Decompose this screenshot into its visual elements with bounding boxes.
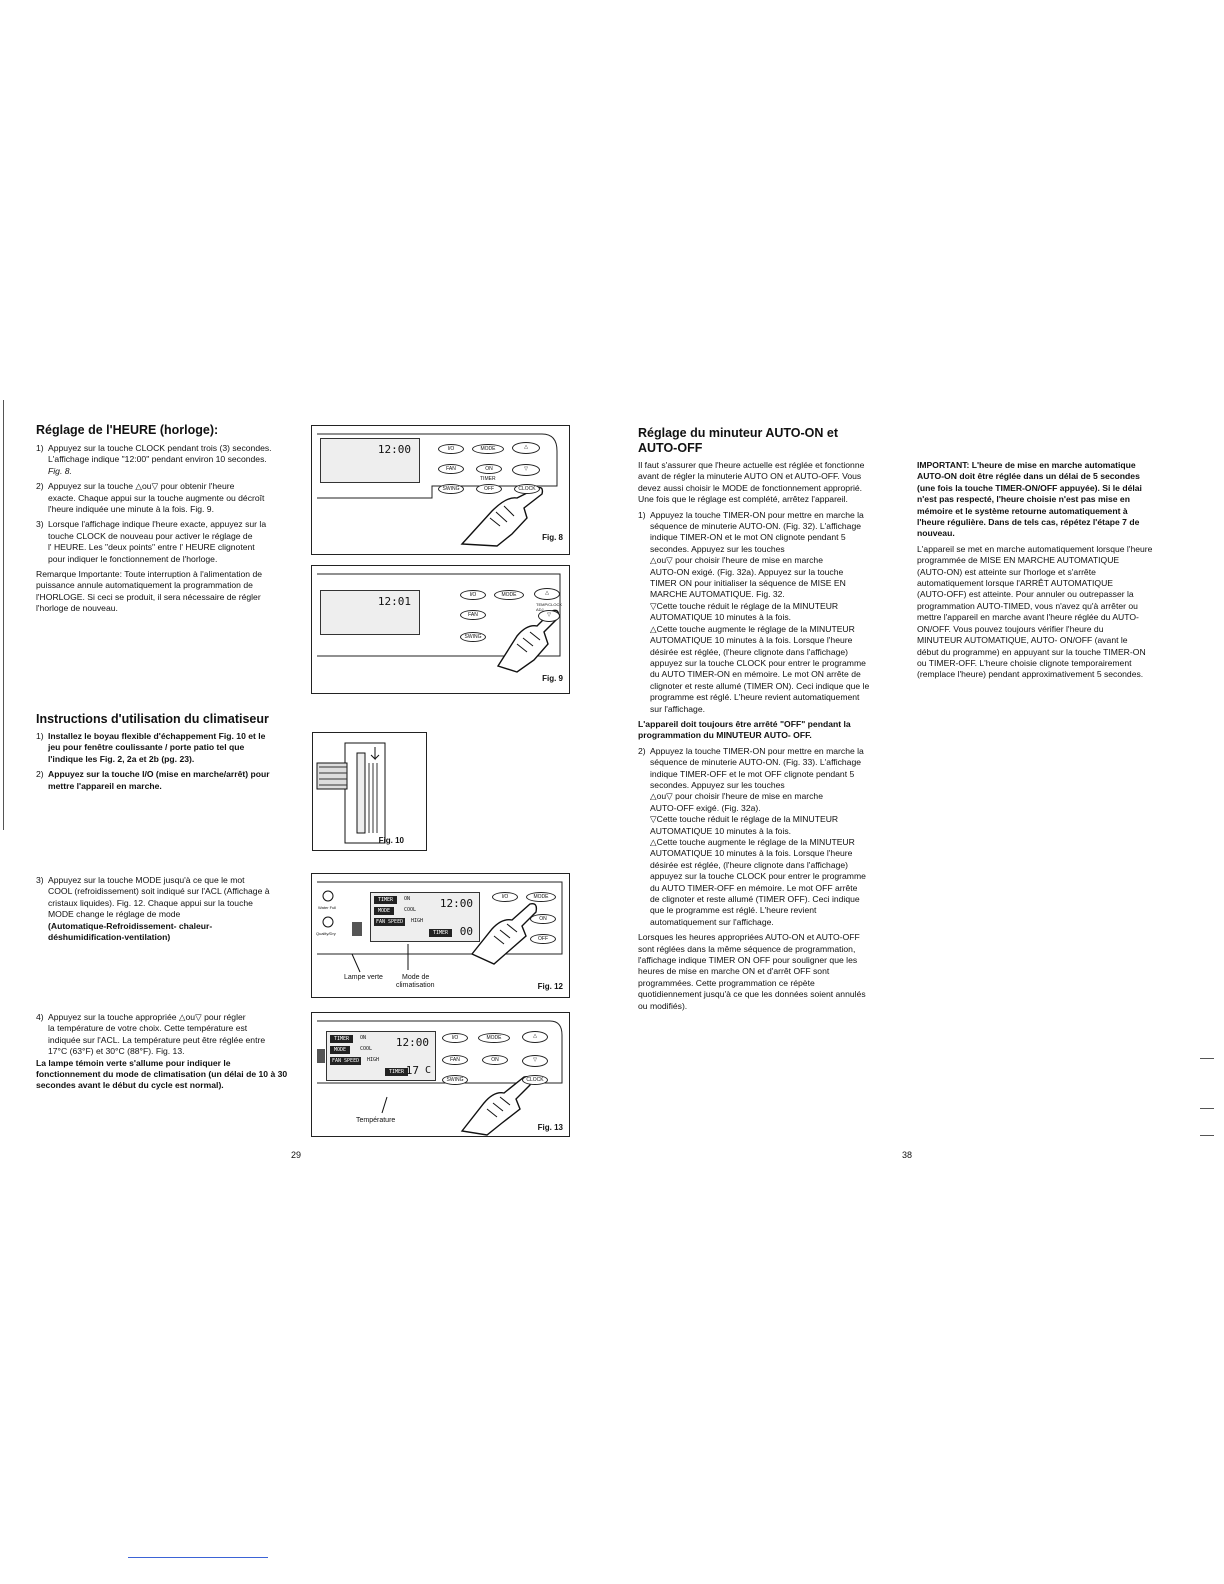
water-full-label: Water Full <box>318 905 337 910</box>
important-note: IMPORTANT: L'heure de mise en marche automatique AUTO-ON doit être réglée dans un délai de 5 secondes (une fois la touche TIMER-ON/OFF appuyée). Si le délai n'est pas respecté, l'heure choisie n'est pas mise en mémoire et le système retourne automatiquement à l'heure régulière. Dans de tels cas, répétez l'étape 7 de nouveau. <box>917 460 1142 539</box>
mode-caption-1: Mode de <box>402 974 430 981</box>
right-edge-mark-3 <box>1200 1135 1214 1136</box>
instr-step-2: 2) Appuyez sur la touche I/O (mise en marche/arrêt) pour mettre l'appareil en marche. <box>36 769 270 791</box>
instr-step-3-block <box>36 875 296 943</box>
fan-button[interactable]: FAN <box>438 464 464 474</box>
timer-intro: Il faut s'assurer que l'heure actuelle est réglée et fonctionne avant de régler la minuterie AUTO ON et AUTO-OFF. Vous devez aussi choisir le MODE de fonctionnement approprié. Une fois que le réglage est complété, arrêtez l'appareil. <box>638 460 865 505</box>
lcd-display: TIMER ON MODE COOL FAN SPEED HIGH 12:00 TIMER 00 <box>370 892 480 942</box>
mode-button[interactable]: MODE <box>526 892 556 902</box>
io-button[interactable]: I/O <box>492 892 518 902</box>
io-button[interactable]: I/O <box>460 590 486 600</box>
left-edge-line <box>3 400 4 830</box>
fig-8-label: Fig. 8 <box>542 533 563 542</box>
temperature-caption: Température <box>356 1117 396 1124</box>
fig-13 <box>311 1012 570 1137</box>
page-number-right: 38 <box>902 1150 913 1160</box>
left-page <box>36 423 296 615</box>
fig-13-label: Fig. 13 <box>537 1123 563 1132</box>
right-page-col2 <box>917 460 1172 681</box>
page-number-left: 29 <box>291 1150 302 1160</box>
instr-step-1: 1) Installez le boyau flexible d'échappement Fig. 10 et le jeu pour fenêtre coulissante / porte patio tel que l'indique les Fig. 2, 2a et 2b (pg. 23). <box>36 731 266 764</box>
on-button[interactable]: ON <box>530 914 556 924</box>
up-button[interactable]: △ <box>534 588 560 600</box>
green-lamp <box>352 922 362 936</box>
right-edge-mark-2 <box>1200 1108 1214 1109</box>
up-button[interactable]: △ <box>522 1031 548 1043</box>
swing-button[interactable]: SWING <box>460 632 486 642</box>
timer-outro: Lorsques les heures appropriées AUTO-ON et AUTO-OFF sont réglées dans la même séquence de programmation, l'affichage indique TIMER ON OFF pour souligner que les heures de mise en marche ON et d'arrêt OFF sont programmées. Cette programmation ce répète quotidiennement jusqu'à ce que les données soient annulés ou modifiés). <box>638 932 866 1011</box>
hand-pointer-icon <box>462 488 542 546</box>
clock-button[interactable]: CLOCK <box>522 1075 548 1085</box>
temp-clock-label: TEMP/CLOCK ADJ <box>536 602 563 612</box>
instructions-title: Instructions d'utilisation du climatiseur <box>36 712 269 726</box>
clock-button[interactable]: CLOCK <box>514 484 540 494</box>
down-button[interactable]: ▽ <box>538 610 560 622</box>
fig-10-label: Fig. 10 <box>378 836 404 845</box>
on-button[interactable]: ON <box>476 464 502 474</box>
off-button[interactable]: OFF <box>476 484 502 494</box>
fig-9-label: Fig. 9 <box>542 674 563 683</box>
timer-step-2: 2) Appuyez la touche TIMER-ON pour mettre en marche la séquence de minuterie AUTO-ON. (Fig. 33). L'affichage indique TIMER-OFF et le mot OFF clignote pendant 5 secondes. Appuyez sur les touches △ou▽ pour choisir l'heure de mise en marche AUTO-OFF exigé. (Fig. 32a). ▽Cette touche réduit le réglage de la MINUTEUR AUTOMATIQUE 10 minutes à la fois. △Cette touche augmente le réglage de la MINUTEUR AUTOMATIQUE 10 minutes à la fois. Lorsque l'heure désirée est réglée, (l'heure clignote dans l'affichage) appuyez sur la touche CLOCK pour entrer le programme du AUTO TIMER-OFF en mémoire. Le mot OFF arrête de clignoter et reste allumé (TIMER OFF). Ceci indique que le programme est réglé. L'heure revient automatiquement sur l'affichage. <box>638 745 866 927</box>
mode-button[interactable]: MODE <box>494 590 524 600</box>
on-button[interactable]: ON <box>482 1055 508 1065</box>
off-button[interactable]: OFF <box>530 934 556 944</box>
up-button[interactable]: △ <box>512 442 540 454</box>
timer-step-1: 1) Appuyez la touche TIMER-ON pour mettre en marche la séquence de minuterie AUTO-ON. (Fig. 32). L'affichage indique TIMER-ON et le mot ON clignote pendant 5 secondes. Appuyez sur les touches △ou▽ pour choisir l'heure de mise en marche AUTO-ON exigé. (Fig. 32a). Appuyez sur la touche TIMER ON pour initialiser la séquence de MISE EN MARCHE AUTOMATIQUE. Fig. 32. ▽Cette touche réduit le réglage de la MINUTEUR AUTOMATIQUE 10 minutes à la fois. △Cette touche augmente le réglage de la MINUTEUR AUTOMATIQUE 10 minutes à la fois. Lorsque l'heure désirée est réglée, (l'heure clignote dans l'affichage) appuyez sur la touche CLOCK pour entrer le programme du AUTO TIMER-ON en mémoire. Le mot ON arrête de clignoter et reste allumé (TIMER ON). Ceci indique que le programme est réglé. L'heure revient automatiquement sur l'affichage. <box>638 509 870 714</box>
mode-caption-2: climatisation <box>396 982 435 989</box>
left-instructions <box>36 712 296 792</box>
bottom-blue-line <box>128 1557 268 1558</box>
fan-button[interactable]: FAN <box>460 610 486 620</box>
clock-remark: Remarque Importante: Toute interruption à l'alimentation de puissance annule automatiquement la programmation de l'HORLOGE. Si ceci se produit, il sera nécessaire de régler l'horloge de nouveau. <box>36 569 263 614</box>
clock-title: Réglage de l'HEURE (horloge): <box>36 423 219 437</box>
auto-timer-paragraph: L'appareil se met en marche automatiquement lorsque l'heure programmée de MISE EN MARCHE AUTOMATIQUE (AUTO-ON) est atteinte sur l'horloge et s'arrête automatiquement lorsque l'ARRÊT AUTOMATIQUE (AUTO-OFF) est atteinte. Pour annuler ou outrepasser la programmation AUTO-TIMED, vous n'avez qu'à arrêter ou mettre l'appareil en marche avant l'heure réglée du AUTO- ON/OFF. Vous pouvez toujours vérifier l'heure du MINUTEUR AUTOMATIQUE, AUTO- ON/OFF (avant le début du programme) en appuyant sur la touche TIMER-ON ou TIMER-OFF. L'heure choisie clignote temporairement (remplace l'heure) pendant approximativement 5 secondes. <box>917 543 1153 680</box>
timer-note: L'appareil doit toujours être arrêté "OFF" pendant la programmation du MINUTEUR AUTO- OFF. <box>638 718 851 741</box>
fig-9 <box>311 565 570 694</box>
fig-10 <box>312 732 427 851</box>
lcd-display: 12:00 <box>320 438 420 483</box>
lcd-display: 12:01 <box>320 590 420 635</box>
instr-step-4: 4) Appuyez sur la touche appropriée △ou▽ pour régler la température de votre choix. Cette température est indiquée sur l'ACL. La température peut être réglée entre 17°C (63°F) et 30°C (88°F). Fig. 13. <box>36 1012 266 1057</box>
clock-step-1: 1) Appuyez sur la touche CLOCK pendant trois (3) secondes. L'affichage indique "12:00" pendant environ 10 secondes. Fig. 8. <box>36 443 272 476</box>
timer-title-2: AUTO-OFF <box>638 441 703 455</box>
clock-step-2: 2) Appuyez sur la touche △ou▽ pour obtenir l'heure exacte. Chaque appui sur la touche augmente ou décroît l'heure indiquée une minute à la fois. Fig. 9. <box>36 481 265 515</box>
quality-dry-label: Quality/Dry <box>316 931 336 936</box>
fig-8 <box>311 425 570 555</box>
hose-illustration <box>313 733 427 851</box>
fig-12-label: Fig. 12 <box>537 982 563 991</box>
clock-step-3: 3) Lorsque l'affichage indique l'heure exacte, appuyez sur la touche CLOCK de nouveau pour activer le réglage de l' HEURE. Les "deux points" entre l' HEURE clignotent pour indiquer le fonctionnement de l'horloge. <box>36 519 267 564</box>
down-button[interactable]: ▽ <box>522 1055 548 1067</box>
mode-button[interactable]: MODE <box>478 1033 510 1043</box>
fig-12 <box>311 873 570 998</box>
io-button[interactable]: I/O <box>442 1033 468 1043</box>
right-edge-mark-1 <box>1200 1058 1214 1059</box>
lcd-display: TIMER ON MODE COOL FAN SPEED HIGH 12:00 TIMER 17 C <box>326 1031 436 1081</box>
swing-button[interactable]: SWING <box>442 1075 468 1085</box>
right-page-col1 <box>638 426 900 1012</box>
fan-button[interactable]: FAN <box>442 1055 468 1065</box>
lamp-caption: Lampe verte <box>344 974 383 981</box>
down-button[interactable]: ▽ <box>512 464 540 476</box>
green-lamp <box>317 1049 325 1063</box>
instr-step-4-block <box>36 1012 296 1092</box>
instr-step-3: 3) Appuyez sur la touche MODE jusqu'à ce que le mot COOL (refroidissement) soit indiqué sur l'ACL (Affichage à cristaux liquides). Fig. 12. Chaque appui sur la touche MODE change le réglage de mode (Automatique-Refroidissement- chaleur- déshumidification-ventilation) <box>36 875 270 943</box>
timer-label: TIMER <box>480 476 496 482</box>
lamp-note: La lampe témoin verte s'allume pour indiquer le fonctionnement du mode de climatisation (un délai de 10 à 30 secondes avant le début du cycle est normal). <box>36 1057 288 1091</box>
io-button[interactable]: I/O <box>438 444 464 454</box>
mode-button[interactable]: MODE <box>472 444 504 454</box>
timer-title-1: Réglage du minuteur AUTO-ON et <box>638 426 839 440</box>
swing-button[interactable]: SWING <box>438 484 464 494</box>
